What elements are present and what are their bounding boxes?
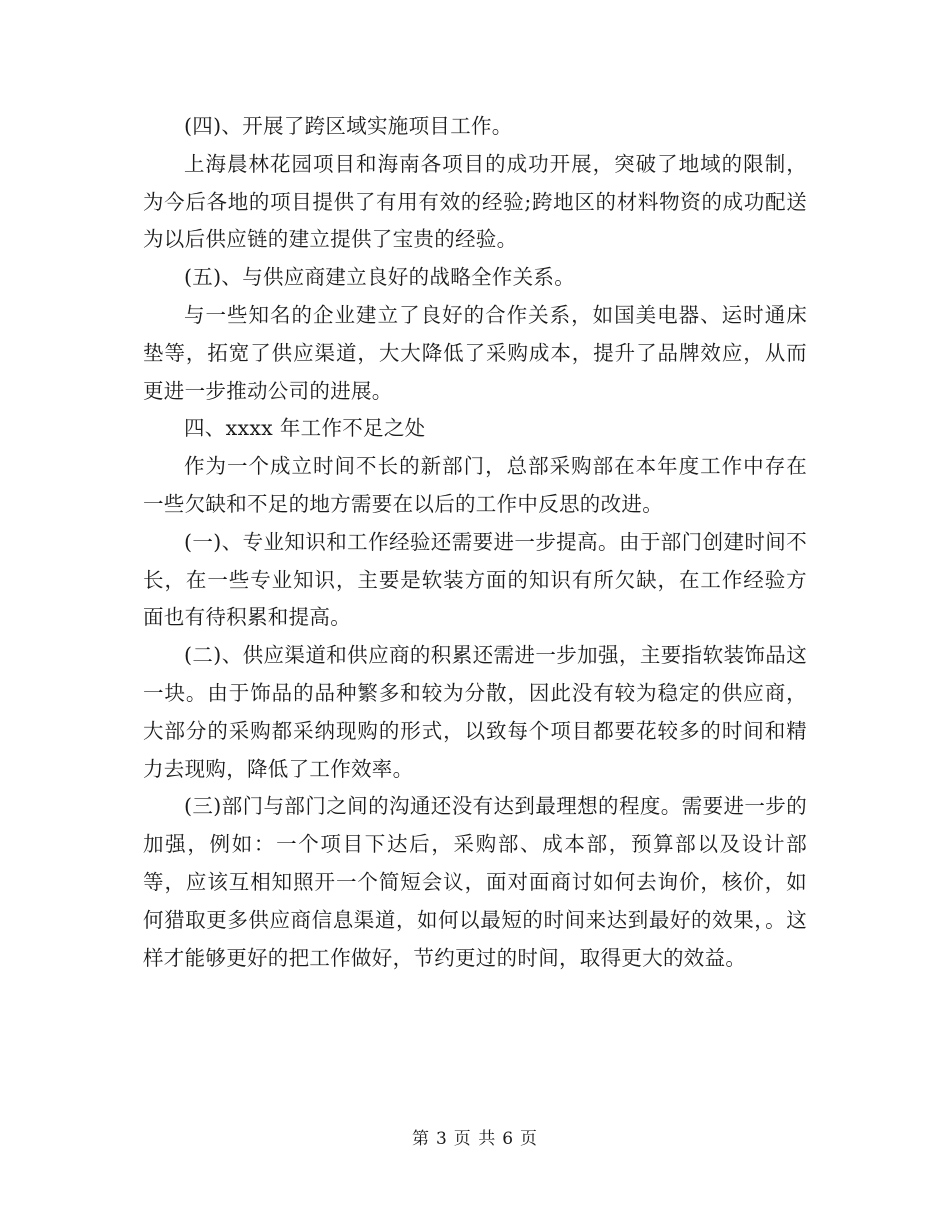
paragraph-shortcoming-one: (一)、专业知识和工作经验还需要进一步提高。由于部门创建时间不长，在一些专业知识，主要是软装方面的知识有所欠缺，在工作经验方面也有待积累和提高。: [143, 529, 807, 630]
paragraph-supplier-partnerships: 与一些知名的企业建立了良好的合作关系，如国美电器、运时通床垫等，拓宽了供应渠道，大大降低了采购成本，提升了品牌效应，从而更进一步推动公司的进展。: [143, 302, 807, 403]
paragraph-shortcomings-heading: 四、xxxx 年工作不足之处: [184, 416, 426, 441]
paragraph-shortcoming-three: (三)部门与部门之间的沟通还没有达到最理想的程度。需要进一步的加强，例如：一个项目下达后，采购部、成本部，预算部以及设计部等，应该互相知照开一个简短会议，面对面商讨如何去询价，核价，如何猎取更多供应商信息渠道，如何以最短的时间来达到最好的效果，。这样才能够更好的把工作做好，节约更过的时间，取得更大的效益。: [143, 794, 807, 970]
paragraph-shortcomings-intro: 作为一个成立时间不长的新部门，总部采购部在本年度工作中存在一些欠缺和不足的地方需要在以后的工作中反思的改进。: [143, 454, 807, 516]
footer-prefix: 第: [411, 1129, 430, 1149]
paragraph-shortcoming-two: (二)、供应渠道和供应商的积累还需进一步加强，主要指软装饰品这一块。由于饰品的品种繁多和较为分散，因此没有较为稳定的供应商，大部分的采购都采纳现购的形式，以致每个项目都要花较多的时间和精力去现购，降低了工作效率。: [143, 643, 807, 781]
footer-middle: 页 共: [453, 1129, 497, 1149]
paragraph-section-four-heading: (四)、开展了跨区域实施项目工作。: [184, 114, 513, 138]
paragraph-cross-region-projects: 上海晨林花园项目和海南各项目的成功开展，突破了地域的限制，为今后各地的项目提供了有用有效的经验;跨地区的材料物资的成功配送为以后供应链的建立提供了宝贵的经验。: [143, 151, 807, 252]
footer-current-page: 3: [435, 1129, 448, 1149]
paragraph-section-five-heading: (五)、与供应商建立良好的战略全作关系。: [184, 265, 575, 290]
document-body: [143, 108, 807, 977]
footer-suffix: 页: [520, 1129, 539, 1149]
footer-total-pages: 6: [502, 1129, 515, 1149]
page-footer: [0, 1124, 950, 1149]
